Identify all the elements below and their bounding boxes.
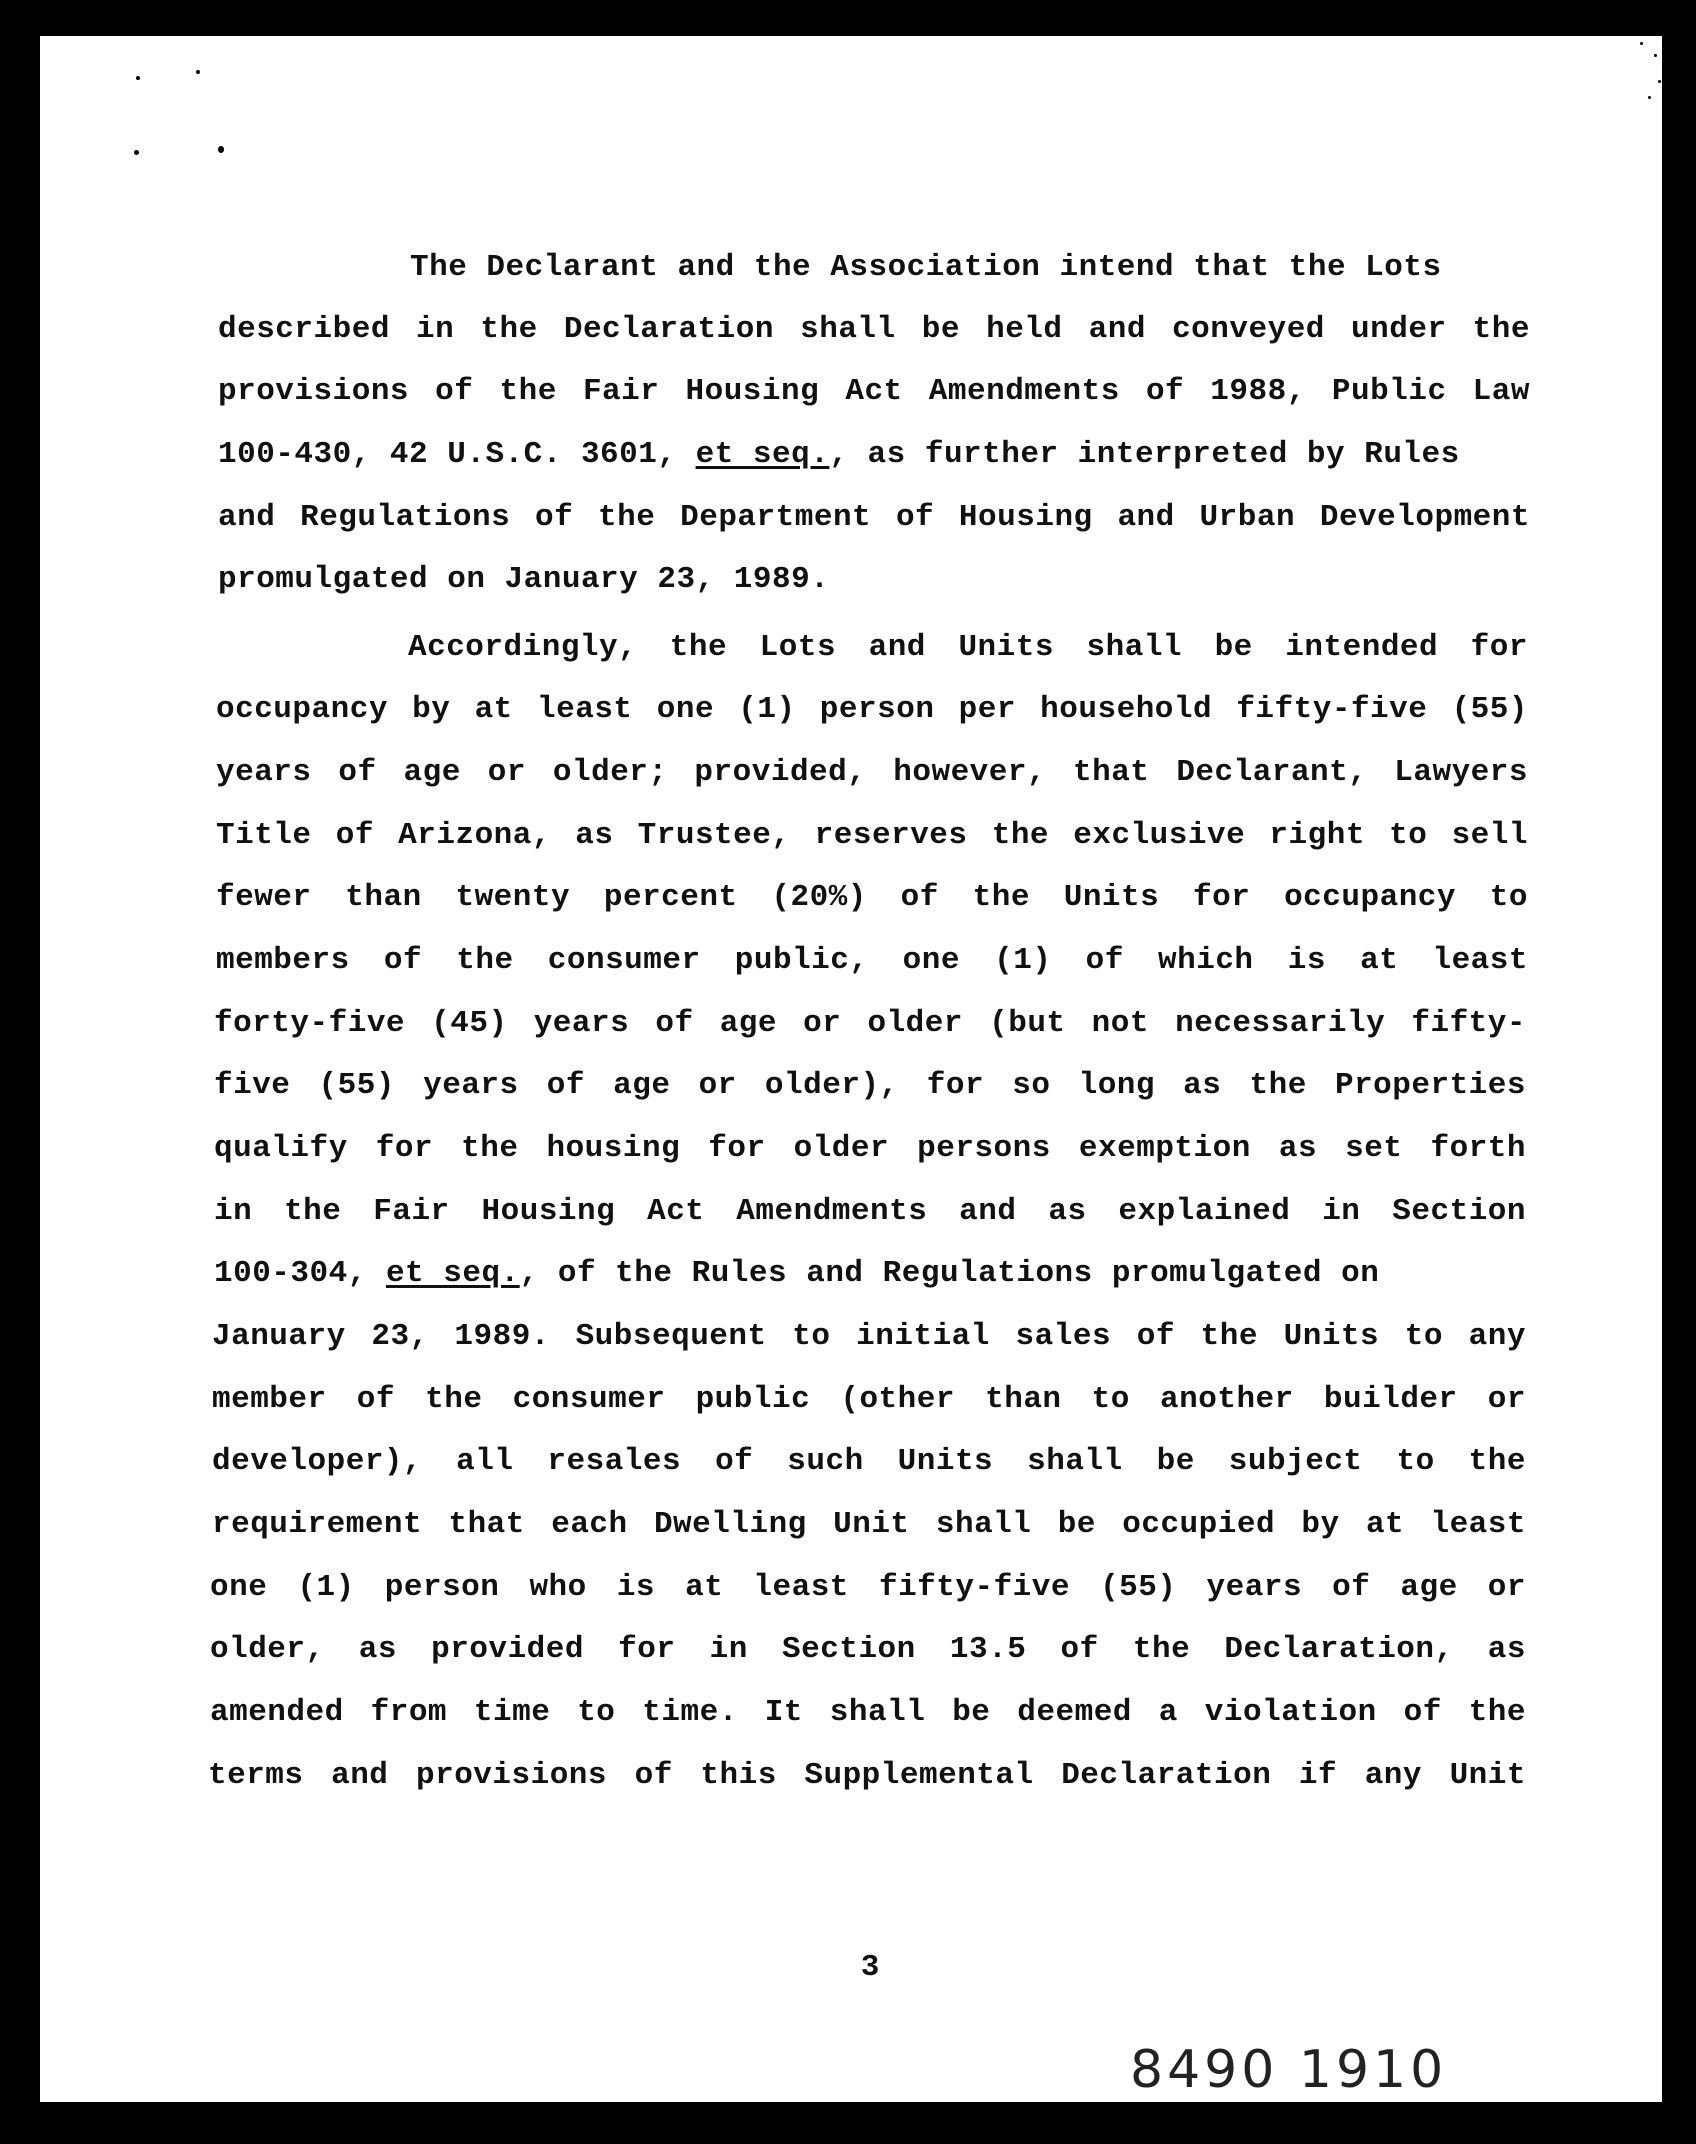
text-line: years of age or older; provided, however, that Declarant, Lawyers — [216, 755, 1528, 790]
scan-speck — [1658, 80, 1661, 83]
text-line: occupancy by at least one (1) person per household fifty-five (55) — [216, 692, 1528, 727]
text-line: described in the Declaration shall be held and conveyed under the — [218, 312, 1530, 347]
page-number: 3 — [860, 1950, 880, 1985]
document-stamp-number: 8490 1910 — [1130, 2040, 1448, 2100]
scan-speck — [196, 70, 200, 74]
text-line: developer), all resales of such Units shall be subject to the — [212, 1444, 1526, 1479]
text-line: provisions of the Fair Housing Act Amendments of 1988, Public Law — [218, 374, 1530, 409]
text-line: older, as provided for in Section 13.5 of the Declaration, as — [210, 1632, 1526, 1667]
text-line: Title of Arizona, as Trustee, reserves the exclusive right to sell — [216, 818, 1528, 853]
text-line: members of the consumer public, one (1) of which is at least — [216, 943, 1528, 978]
text-line: five (55) years of age or older), for so long as the Properties — [214, 1068, 1526, 1103]
text-line: member of the consumer public (other than to another builder or — [212, 1382, 1526, 1417]
text-line: qualify for the housing for older persons exemption as set forth — [214, 1131, 1526, 1166]
scan-speck — [218, 146, 224, 153]
text-line: The Declarant and the Association intend that the Lots — [410, 250, 1442, 285]
text-line: one (1) person who is at least fifty-five (55) years of age or — [210, 1570, 1526, 1605]
text-line: January 23, 1989. Subsequent to initial sales of the Units to any — [212, 1319, 1526, 1354]
scan-edge-mark — [1674, 308, 1682, 328]
text-segment: 100-430, 42 U.S.C. 3601, — [218, 437, 677, 472]
text-segment: , as further interpreted by Rules — [829, 437, 1460, 472]
text-line: fewer than twenty percent (20%) of the Units for occupancy to — [216, 880, 1528, 915]
text-line — [218, 435, 1530, 475]
scan-speck — [1648, 96, 1651, 99]
scan-speck — [136, 76, 140, 80]
text-line: promulgated on January 23, 1989. — [218, 562, 830, 597]
text-line: and Regulations of the Department of Housing and Urban Development — [218, 500, 1530, 535]
scan-speck — [1654, 54, 1657, 57]
text-line: Accordingly, the Lots and Units shall be intended for — [408, 630, 1528, 665]
text-line: in the Fair Housing Act Amendments and as explained in Section — [214, 1194, 1526, 1229]
text-line: amended from time to time. It shall be deemed a violation of the — [210, 1695, 1526, 1730]
text-line: forty-five (45) years of age or older (but not necessarily fifty- — [214, 1006, 1526, 1041]
text-line: requirement that each Dwelling Unit shall be occupied by at least — [212, 1507, 1526, 1542]
text-line: terms and provisions of this Supplemental Declaration if any Unit — [208, 1758, 1526, 1793]
document-page — [40, 36, 1662, 2102]
scan-bottom-edge — [0, 2102, 1696, 2144]
text-segment: , of the Rules and Regulations promulgated on — [519, 1256, 1380, 1291]
text-segment: 100-304, — [214, 1256, 367, 1291]
scan-speck — [134, 150, 139, 155]
citation-et-seq: et seq. — [695, 437, 830, 472]
scan-speck — [1640, 42, 1643, 45]
citation-et-seq: et seq. — [385, 1256, 520, 1291]
text-line — [214, 1254, 1526, 1294]
